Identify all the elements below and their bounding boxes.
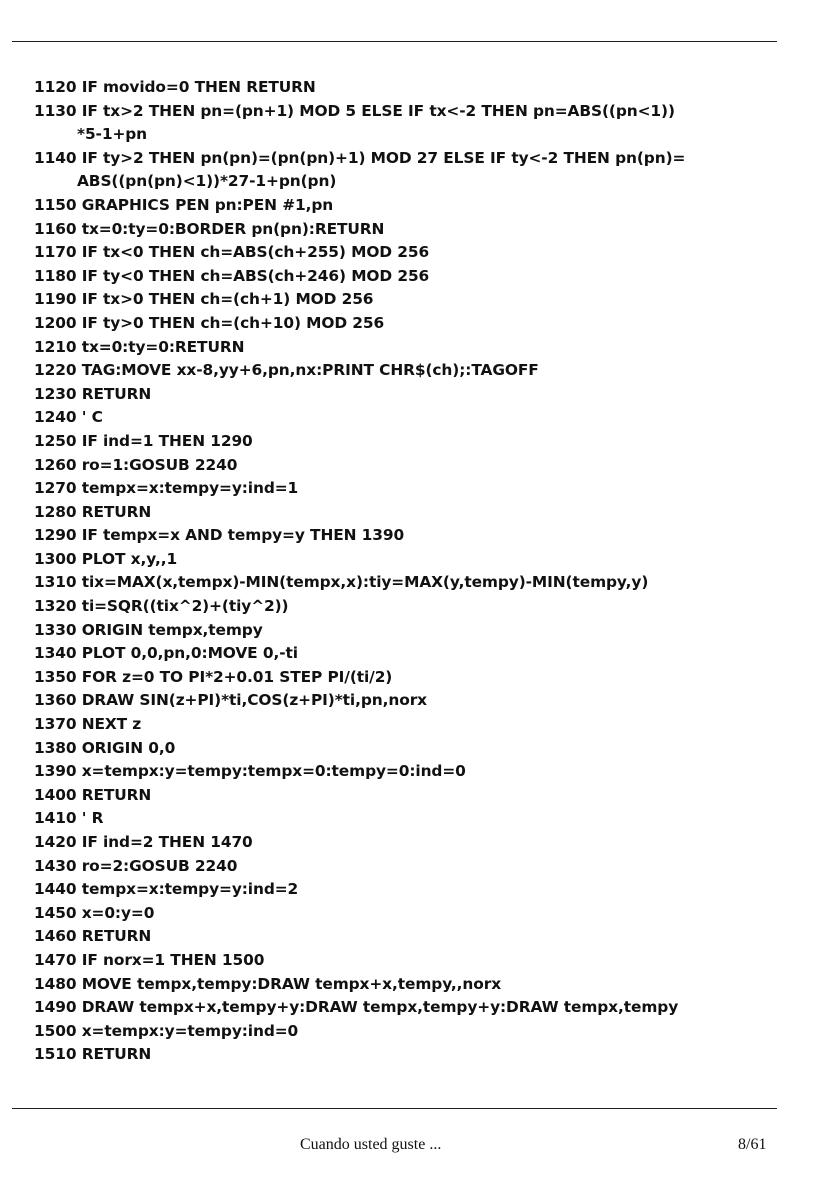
code-line: 1120 IF movido=0 THEN RETURN bbox=[34, 78, 316, 96]
code-line: 1190 IF tx>0 THEN ch=(ch+1) MOD 256 bbox=[34, 290, 374, 309]
code-line: 1180 IF ty<0 THEN ch=ABS(ch+246) MOD 256 bbox=[34, 266, 430, 285]
code-line: 1440 tempx=x:tempy=y:ind=2 bbox=[34, 880, 299, 899]
page-footer bbox=[0, 1133, 831, 1157]
code-line: 1340 PLOT 0,0,pn,0:MOVE 0,-ti bbox=[34, 644, 298, 663]
code-line: 1230 RETURN bbox=[34, 384, 152, 403]
code-line: 1250 IF ind=1 THEN 1290 bbox=[34, 431, 253, 450]
code-line: 1290 IF tempx=x AND tempy=y THEN 1390 bbox=[34, 526, 405, 545]
code-line: 1310 tix=MAX(x,tempx)-MIN(tempx,x):tiy=MAX(y,tempy)-MIN(tempy,y) bbox=[34, 573, 649, 592]
code-line: 1380 ORIGIN 0,0 bbox=[34, 738, 176, 757]
code-line: 1360 DRAW SIN(z+PI)*ti,COS(z+PI)*ti,pn,norx bbox=[34, 691, 428, 710]
code-line: 1280 RETURN bbox=[34, 502, 152, 521]
code-line: 1160 tx=0:ty=0:BORDER pn(pn):RETURN bbox=[34, 219, 385, 238]
code-line: 1410 ' R bbox=[34, 809, 104, 828]
code-line: 1500 x=tempx:y=tempy:ind=0 bbox=[34, 1021, 299, 1040]
code-line: 1460 RETURN bbox=[34, 927, 152, 946]
code-line: 1170 IF tx<0 THEN ch=ABS(ch+255) MOD 256 bbox=[34, 243, 430, 262]
code-line: 1220 TAG:MOVE xx-8,yy+6,pn,nx:PRINT CHR$(ch);:TAGOFF bbox=[34, 361, 539, 380]
code-line: 1510 RETURN bbox=[34, 1045, 152, 1064]
code-line: 1490 DRAW tempx+x,tempy+y:DRAW tempx,tempy+y:DRAW tempx,tempy bbox=[34, 998, 679, 1017]
code-line: 1260 ro=1:GOSUB 2240 bbox=[34, 455, 238, 474]
code-line: 1400 RETURN bbox=[34, 785, 152, 804]
code-line: 1430 ro=2:GOSUB 2240 bbox=[34, 856, 238, 875]
code-line: 1270 tempx=x:tempy=y:ind=1 bbox=[34, 479, 299, 498]
code-line: 1390 x=tempx:y=tempy:tempx=0:tempy=0:ind=0 bbox=[34, 762, 466, 781]
code-line: 1450 x=0:y=0 bbox=[34, 903, 155, 922]
code-line: 1130 IF tx>2 THEN pn=(pn+1) MOD 5 ELSE IF tx<-2 THEN pn=ABS((pn<1)) bbox=[34, 101, 675, 120]
code-line: 1350 FOR z=0 TO PI*2+0.01 STEP PI/(ti/2) bbox=[34, 667, 393, 686]
code-line: 1320 ti=SQR((tix^2)+(tiy^2)) bbox=[34, 597, 289, 616]
code-line: 1150 GRAPHICS PEN pn:PEN #1,pn bbox=[34, 195, 334, 214]
code-line: 1240 ' C bbox=[34, 408, 103, 427]
code-line: 1300 PLOT x,y,,1 bbox=[34, 549, 178, 568]
code-listing bbox=[34, 76, 794, 1067]
code-line: 1420 IF ind=2 THEN 1470 bbox=[34, 833, 253, 851]
code-line-continuation: ABS((pn(pn)<1))*27-1+pn(pn) bbox=[77, 172, 337, 191]
bottom-rule bbox=[12, 1108, 777, 1109]
code-line: 1140 IF ty>2 THEN pn(pn)=(pn(pn)+1) MOD 27 ELSE IF ty<-2 THEN pn(pn)= bbox=[34, 148, 686, 167]
code-line: 1330 ORIGIN tempx,tempy bbox=[34, 620, 263, 639]
code-line: 1200 IF ty>0 THEN ch=(ch+10) MOD 256 bbox=[34, 313, 385, 332]
footer-title: Cuando usted guste ... bbox=[300, 1136, 442, 1153]
code-line: 1480 MOVE tempx,tempy:DRAW tempx+x,tempy,,norx bbox=[34, 974, 502, 993]
code-line: 1210 tx=0:ty=0:RETURN bbox=[34, 337, 245, 356]
code-line: 1470 IF norx=1 THEN 1500 bbox=[34, 950, 265, 969]
top-rule bbox=[12, 41, 777, 42]
code-line-continuation: *5-1+pn bbox=[77, 125, 148, 144]
code-line: 1370 NEXT z bbox=[34, 715, 142, 734]
page-number: 8/61 bbox=[738, 1136, 767, 1153]
